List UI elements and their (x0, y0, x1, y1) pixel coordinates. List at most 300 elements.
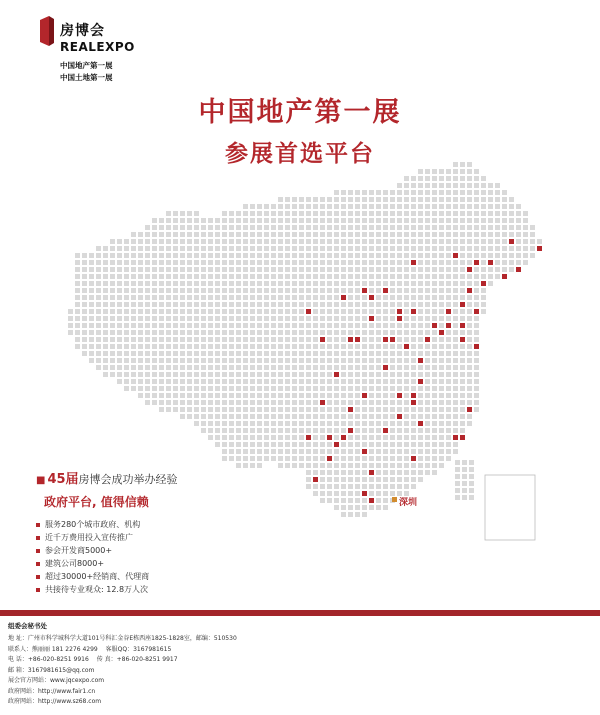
map-dot (439, 253, 444, 258)
map-dot (362, 477, 367, 482)
map-dot (376, 246, 381, 251)
map-dot (397, 344, 402, 349)
map-dot (467, 295, 472, 300)
map-dot (446, 183, 451, 188)
map-dot (362, 239, 367, 244)
map-dot (404, 477, 409, 482)
map-dot (180, 316, 185, 321)
map-dot (320, 232, 325, 237)
map-dot (180, 379, 185, 384)
list-item: 共接待专业观众: 12.8万人次 (36, 583, 296, 596)
map-dot (110, 267, 115, 272)
map-dot (82, 281, 87, 286)
map-dot (131, 232, 136, 237)
map-dot (376, 365, 381, 370)
map-dot (215, 386, 220, 391)
map-dot (152, 288, 157, 293)
map-dot (257, 260, 262, 265)
map-dot (159, 379, 164, 384)
map-dot (362, 253, 367, 258)
map-dot (404, 183, 409, 188)
map-dot (341, 512, 346, 517)
map-dot (292, 253, 297, 258)
map-dot (327, 309, 332, 314)
shenzhen-marker-icon (392, 497, 397, 502)
map-dot (306, 211, 311, 216)
map-dot (222, 379, 227, 384)
map-dot (418, 316, 423, 321)
map-dot (446, 407, 451, 412)
map-dot (397, 372, 402, 377)
map-dot (446, 456, 451, 461)
map-dot (320, 372, 325, 377)
map-dot (229, 400, 234, 405)
map-dot (201, 323, 206, 328)
map-dot (166, 232, 171, 237)
map-dot (257, 456, 262, 461)
map-dot (390, 456, 395, 461)
map-dot (432, 393, 437, 398)
map-dot (103, 351, 108, 356)
map-dot (145, 393, 150, 398)
map-dot (194, 246, 199, 251)
map-dot (306, 232, 311, 237)
map-dot (411, 232, 416, 237)
map-dot (278, 344, 283, 349)
map-dot (474, 316, 479, 321)
map-dot (474, 288, 479, 293)
map-dot (236, 449, 241, 454)
map-dot (495, 267, 500, 272)
map-dot (222, 400, 227, 405)
map-dot (278, 274, 283, 279)
map-dot (327, 449, 332, 454)
map-dot (432, 211, 437, 216)
map-dot (215, 365, 220, 370)
map-dot (243, 295, 248, 300)
map-dot (187, 316, 192, 321)
map-dot (455, 481, 460, 486)
map-dot (432, 435, 437, 440)
map-dot (460, 407, 465, 412)
map-dot (411, 211, 416, 216)
map-dot (425, 309, 430, 314)
map-dot (411, 344, 416, 349)
map-dot (117, 281, 122, 286)
map-dot (369, 281, 374, 286)
map-dot (397, 274, 402, 279)
map-dot (257, 442, 262, 447)
map-dot (138, 351, 143, 356)
map-dot (341, 204, 346, 209)
map-dot (362, 449, 367, 454)
map-dot (453, 246, 458, 251)
map-dot (194, 358, 199, 363)
map-dot (404, 281, 409, 286)
map-dot (201, 414, 206, 419)
map-dot (495, 239, 500, 244)
map-dot (355, 344, 360, 349)
map-dot (418, 393, 423, 398)
map-dot (425, 337, 430, 342)
map-dot (138, 372, 143, 377)
map-dot (369, 442, 374, 447)
map-dot (110, 309, 115, 314)
map-dot (453, 183, 458, 188)
footer-contact-row (8, 645, 592, 656)
map-dot (236, 232, 241, 237)
map-dot (82, 330, 87, 335)
map-dot (320, 316, 325, 321)
map-dot (103, 323, 108, 328)
footer-site-gov1[interactable]: 政府网站：http://www.fair1.cn (8, 687, 96, 695)
map-dot (369, 253, 374, 258)
map-dot (278, 372, 283, 377)
map-dot (453, 372, 458, 377)
map-dot (278, 232, 283, 237)
map-dot (418, 358, 423, 363)
map-dot (404, 400, 409, 405)
map-dot (285, 211, 290, 216)
map-dot (103, 358, 108, 363)
map-dot (439, 386, 444, 391)
map-dot (446, 428, 451, 433)
map-dot (327, 260, 332, 265)
map-dot (348, 288, 353, 293)
map-dot (369, 309, 374, 314)
map-dot (201, 260, 206, 265)
map-dot (355, 190, 360, 195)
map-dot (96, 260, 101, 265)
map-dot (362, 218, 367, 223)
map-dot (271, 449, 276, 454)
map-dot (236, 386, 241, 391)
map-dot (264, 379, 269, 384)
map-dot (390, 316, 395, 321)
map-dot (103, 288, 108, 293)
map-dot (432, 449, 437, 454)
south-sea-inset (485, 475, 535, 540)
map-dot (250, 456, 255, 461)
map-dot (124, 260, 129, 265)
map-dot (327, 295, 332, 300)
map-dot (313, 379, 318, 384)
map-dot (278, 197, 283, 202)
map-dot (313, 442, 318, 447)
map-dot (152, 344, 157, 349)
map-dot (439, 449, 444, 454)
map-dot (285, 218, 290, 223)
map-dot (145, 351, 150, 356)
map-dot (215, 218, 220, 223)
map-dot (236, 421, 241, 426)
map-dot (208, 407, 213, 412)
map-dot (362, 456, 367, 461)
map-dot (446, 295, 451, 300)
map-dot (257, 379, 262, 384)
map-dot (68, 323, 73, 328)
map-dot (467, 239, 472, 244)
map-dot (348, 498, 353, 503)
map-dot (418, 456, 423, 461)
map-dot (495, 260, 500, 265)
map-dot (299, 393, 304, 398)
map-dot (194, 288, 199, 293)
map-dot (369, 197, 374, 202)
map-dot (411, 477, 416, 482)
map-dot (117, 267, 122, 272)
map-dot (229, 365, 234, 370)
map-dot (362, 309, 367, 314)
map-dot (278, 379, 283, 384)
map-dot (474, 204, 479, 209)
map-dot (411, 379, 416, 384)
map-dot (152, 281, 157, 286)
map-dot (159, 365, 164, 370)
map-dot (348, 463, 353, 468)
map-dot (474, 358, 479, 363)
map-dot (103, 344, 108, 349)
map-dot (418, 435, 423, 440)
map-dot (404, 246, 409, 251)
map-dot (390, 386, 395, 391)
map-dot (453, 281, 458, 286)
map-dot (152, 393, 157, 398)
map-dot (460, 309, 465, 314)
map-dot (383, 225, 388, 230)
map-dot (131, 316, 136, 321)
map-dot (327, 435, 332, 440)
map-dot (348, 365, 353, 370)
map-dot (334, 407, 339, 412)
map-dot (348, 267, 353, 272)
map-dot (397, 435, 402, 440)
map-dot (397, 456, 402, 461)
map-dot (390, 491, 395, 496)
map-dot (320, 400, 325, 405)
map-dot (425, 470, 430, 475)
map-dot (82, 295, 87, 300)
map-dot (285, 428, 290, 433)
map-dot (250, 295, 255, 300)
map-dot (222, 358, 227, 363)
map-dot (355, 260, 360, 265)
map-dot (390, 337, 395, 342)
map-dot (348, 358, 353, 363)
map-dot (138, 239, 143, 244)
map-dot (481, 309, 486, 314)
map-dot (425, 176, 430, 181)
map-dot (229, 211, 234, 216)
map-dot (453, 400, 458, 405)
map-dot (243, 218, 248, 223)
map-dot (222, 281, 227, 286)
map-dot (383, 484, 388, 489)
map-dot (390, 449, 395, 454)
map-dot (446, 232, 451, 237)
map-dot (495, 190, 500, 195)
map-dot (180, 253, 185, 258)
map-dot (397, 400, 402, 405)
map-dot (299, 260, 304, 265)
map-dot (516, 246, 521, 251)
map-dot (348, 323, 353, 328)
map-dot (201, 218, 206, 223)
map-dot (432, 218, 437, 223)
map-dot (236, 267, 241, 272)
map-dot (187, 274, 192, 279)
map-dot (446, 316, 451, 321)
map-dot (187, 372, 192, 377)
map-dot (299, 386, 304, 391)
map-dot (439, 190, 444, 195)
map-dot (299, 344, 304, 349)
map-dot (320, 260, 325, 265)
map-dot (145, 344, 150, 349)
map-dot (222, 323, 227, 328)
map-dot (222, 330, 227, 335)
map-dot (243, 407, 248, 412)
map-dot (271, 204, 276, 209)
map-dot (243, 239, 248, 244)
map-dot (383, 218, 388, 223)
map-dot (187, 225, 192, 230)
map-dot (404, 393, 409, 398)
map-dot (418, 232, 423, 237)
map-dot (264, 288, 269, 293)
map-dot (404, 456, 409, 461)
map-dot (376, 372, 381, 377)
map-dot (355, 351, 360, 356)
map-dot (404, 176, 409, 181)
map-dot (159, 316, 164, 321)
footer-site-gov2[interactable]: 政府网站：http://www.sz68.com (8, 698, 102, 705)
map-dot (369, 323, 374, 328)
map-dot (460, 414, 465, 419)
map-dot (460, 190, 465, 195)
map-dot (187, 281, 192, 286)
map-dot (425, 379, 430, 384)
map-dot (313, 309, 318, 314)
map-dot (75, 302, 80, 307)
map-dot (292, 225, 297, 230)
map-dot (334, 365, 339, 370)
map-dot (404, 267, 409, 272)
map-dot (432, 386, 437, 391)
map-dot (404, 351, 409, 356)
map-dot (376, 337, 381, 342)
map-dot (166, 302, 171, 307)
map-dot (138, 386, 143, 391)
map-dot (264, 358, 269, 363)
map-dot (75, 344, 80, 349)
map-dot (411, 183, 416, 188)
map-dot (187, 358, 192, 363)
map-dot (469, 460, 474, 465)
map-dot (110, 260, 115, 265)
map-dot (411, 372, 416, 377)
map-dot (439, 316, 444, 321)
map-dot (383, 456, 388, 461)
map-dot (257, 316, 262, 321)
map-dot (404, 323, 409, 328)
map-dot (222, 225, 227, 230)
map-dot (341, 267, 346, 272)
map-dot (418, 330, 423, 335)
map-dot (75, 295, 80, 300)
map-dot (460, 176, 465, 181)
map-dot (369, 407, 374, 412)
map-dot (530, 253, 535, 258)
map-dot (96, 302, 101, 307)
map-dot (264, 337, 269, 342)
map-dot (355, 204, 360, 209)
map-dot (159, 330, 164, 335)
map-dot (397, 295, 402, 300)
map-dot (285, 288, 290, 293)
map-dot (516, 211, 521, 216)
map-dot (404, 372, 409, 377)
map-dot (208, 400, 213, 405)
map-dot (411, 442, 416, 447)
map-dot (180, 393, 185, 398)
map-dot (124, 316, 129, 321)
map-dot (327, 330, 332, 335)
map-dot (467, 274, 472, 279)
map-dot (250, 281, 255, 286)
map-dot (208, 239, 213, 244)
info-title-text: 房博会成功举办经验 (78, 473, 178, 486)
footer-site-official[interactable]: 展会官方网站：www.jqcexpo.com (8, 677, 105, 684)
map-dot (404, 204, 409, 209)
map-dot (439, 379, 444, 384)
map-dot (327, 498, 332, 503)
map-dot (495, 218, 500, 223)
map-dot (383, 323, 388, 328)
map-dot (467, 218, 472, 223)
map-dot (194, 372, 199, 377)
map-dot (453, 204, 458, 209)
map-dot (432, 470, 437, 475)
map-dot (404, 421, 409, 426)
map-dot (488, 211, 493, 216)
map-dot (411, 176, 416, 181)
map-dot (516, 204, 521, 209)
map-dot (299, 337, 304, 342)
map-dot (397, 246, 402, 251)
map-dot (75, 330, 80, 335)
map-dot (369, 393, 374, 398)
map-dot (474, 365, 479, 370)
map-dot (173, 302, 178, 307)
map-dot (530, 225, 535, 230)
map-dot (278, 309, 283, 314)
map-dot (75, 288, 80, 293)
map-dot (138, 302, 143, 307)
map-dot (439, 442, 444, 447)
map-dot (278, 421, 283, 426)
map-dot (474, 372, 479, 377)
map-dot (348, 442, 353, 447)
map-dot (320, 414, 325, 419)
map-dot (469, 481, 474, 486)
map-dot (292, 414, 297, 419)
map-dot (215, 232, 220, 237)
map-dot (243, 211, 248, 216)
map-dot (173, 295, 178, 300)
map-dot (418, 449, 423, 454)
map-dot (124, 372, 129, 377)
